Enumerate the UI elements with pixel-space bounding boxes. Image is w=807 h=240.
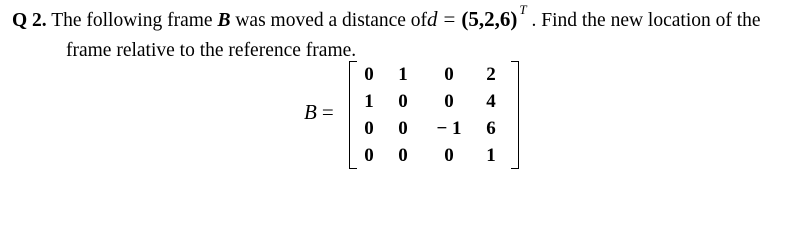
matrix-cell-r4-c1: 0 — [364, 145, 374, 166]
matrix-cell-r3-c4: 6 — [486, 118, 496, 139]
matrix-lhs-variable: B — [304, 100, 317, 124]
matrix-cell-r1-c2: 1 — [398, 64, 408, 85]
matrix-cell-r3-c1: 0 — [364, 118, 374, 139]
matrix-cell-r2-c2: 0 — [398, 91, 408, 112]
matrix-cell-r1-c3: 0 — [444, 64, 454, 85]
distance-vector: (5,2,6) — [461, 7, 518, 31]
matrix-cell-r4-c4: 1 — [486, 145, 496, 166]
question-text-part-3: . Find the new location of the — [531, 10, 761, 31]
question-line-1 — [12, 4, 761, 37]
matrix-cell-r2-c1: 1 — [364, 91, 374, 112]
question-line-2: frame relative to the reference frame. — [66, 40, 357, 61]
matrix-lhs — [304, 100, 334, 125]
question-text-part-1: The following frame — [51, 10, 213, 31]
matrix-cell-r3-c2: 0 — [398, 118, 408, 139]
matrix-equation — [304, 60, 534, 172]
transpose-superscript: T — [519, 2, 527, 17]
question-text-part-2: was moved a distance of — [235, 10, 428, 31]
matrix-cell-r2-c4: 4 — [486, 91, 496, 112]
matrix-cell-r3-c3: − 1 — [436, 118, 462, 139]
matrix-cell-r4-c3: 0 — [444, 145, 454, 166]
matrix-cell-r1-c1: 0 — [364, 64, 374, 85]
matrix-cell-r4-c2: 0 — [398, 145, 408, 166]
frame-variable: B — [217, 10, 231, 31]
distance-variable: d — [427, 7, 438, 31]
matrix-right-bracket — [511, 61, 519, 169]
matrix-equals-sign: = — [321, 100, 334, 124]
matrix-b — [354, 60, 514, 172]
matrix-cell-r2-c3: 0 — [444, 91, 454, 112]
question-number: Q 2. — [12, 10, 47, 31]
distance-equals-sign: = — [443, 7, 456, 31]
matrix-cell-r1-c4: 2 — [486, 64, 496, 85]
